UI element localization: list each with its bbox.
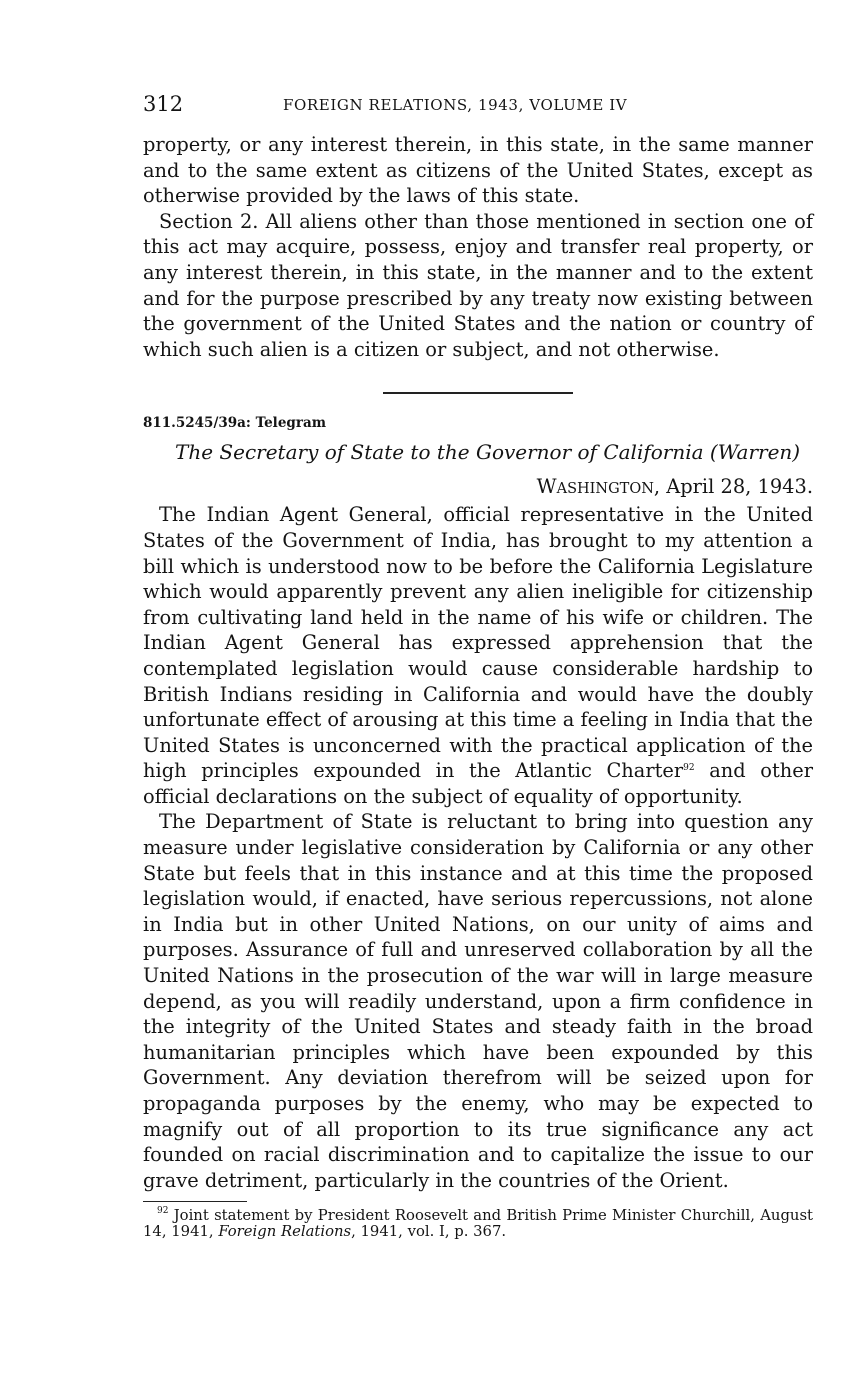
dateline-date: , April 28, 1943. (653, 475, 813, 499)
footnote-rule (143, 1201, 247, 1202)
telegram-paragraph-1 (143, 502, 813, 809)
dateline (143, 474, 813, 502)
document-title: The Secretary of State to the Governor of California (Warren) (175, 440, 801, 465)
section-2-paragraph: Section 2. All aliens other than those mentioned in section one of this act may acquire, possess, enjoy and transfer real property, or any interest therein, in this state, in the manner and to the extent and for the purpose prescribed by any treaty now existing between the government of the United States and the nation or country of which such alien is a citizen or subject, and not otherwise. (143, 209, 813, 361)
dateline-place-initial: W (536, 475, 557, 499)
page-number: 312 (143, 92, 184, 116)
footnote-reference: 92 (683, 763, 695, 774)
document-reference: 811.5245/39a: Telegram (143, 415, 326, 432)
footnote-marker: 92 (157, 1206, 169, 1217)
continuation-paragraph: property, or any interest therein, in this state, in the same manner and to the same extent as citizens of the United States, except as otherwise provided by the laws of this state. (143, 133, 813, 208)
section-divider (383, 392, 573, 394)
running-head: FOREIGN RELATIONS, 1943, VOLUME IV (283, 96, 628, 114)
footnote-italic-title: Foreign Relations (218, 1223, 352, 1241)
page-header (143, 92, 813, 120)
footnote-text: Joint statement by President Roosevelt and British Prime Minister Churchill, August 14, 1941, (143, 1207, 813, 1241)
telegram-paragraph-1-tail: and other official declarations on the subject of equality of opportunity. (143, 759, 813, 808)
footnote (143, 1208, 813, 1240)
footnote-citation: , 1941, vol. I, p. 367. (351, 1223, 507, 1241)
telegram-paragraph-2: The Department of State is reluctant to bring into question any measure under legislative consideration by California or any other State but feels that in this instance and at this time the proposed legislation would, if enacted, have serious repercussions, not alone in India but in other United Nations, on our unity of aims and purposes. Assurance of full and unreserved collaboration by all the United Nations in the prosecution of the war will in large measure depend, as you will readily understand, upon a firm confidence in the integrity of the United States and steady faith in the broad humanitarian principles which have been expounded by this Government. Any deviation therefrom will be seized upon for propaganda purposes by the enemy, who may be expected to magnify out of all proportion to its true significance any act founded on racial discrimination and to capitalize the issue to our grave detriment, particularly in the countries of the Orient. (143, 810, 813, 1192)
dateline-place-rest: ASHINGTON (556, 481, 654, 498)
telegram-paragraph-1-text: The Indian Agent General, official representative in the United States of the Government of India, has brought to my attention a bill which is understood now to be before the California Legislature which would apparently prevent any alien ineligible for citizenship from cultivating land held in the name of his wife or children. The Indian Agent General has expressed apprehension that the contemplated legislation would cause considerable hardship to British Indians residing in California and would have the doubly unfortunate effect of arousing at this time a feeling in India that the United States is unconcerned with the practical application of the high principles expounded in the Atlantic Charter (143, 503, 813, 783)
document-page (143, 92, 813, 1240)
